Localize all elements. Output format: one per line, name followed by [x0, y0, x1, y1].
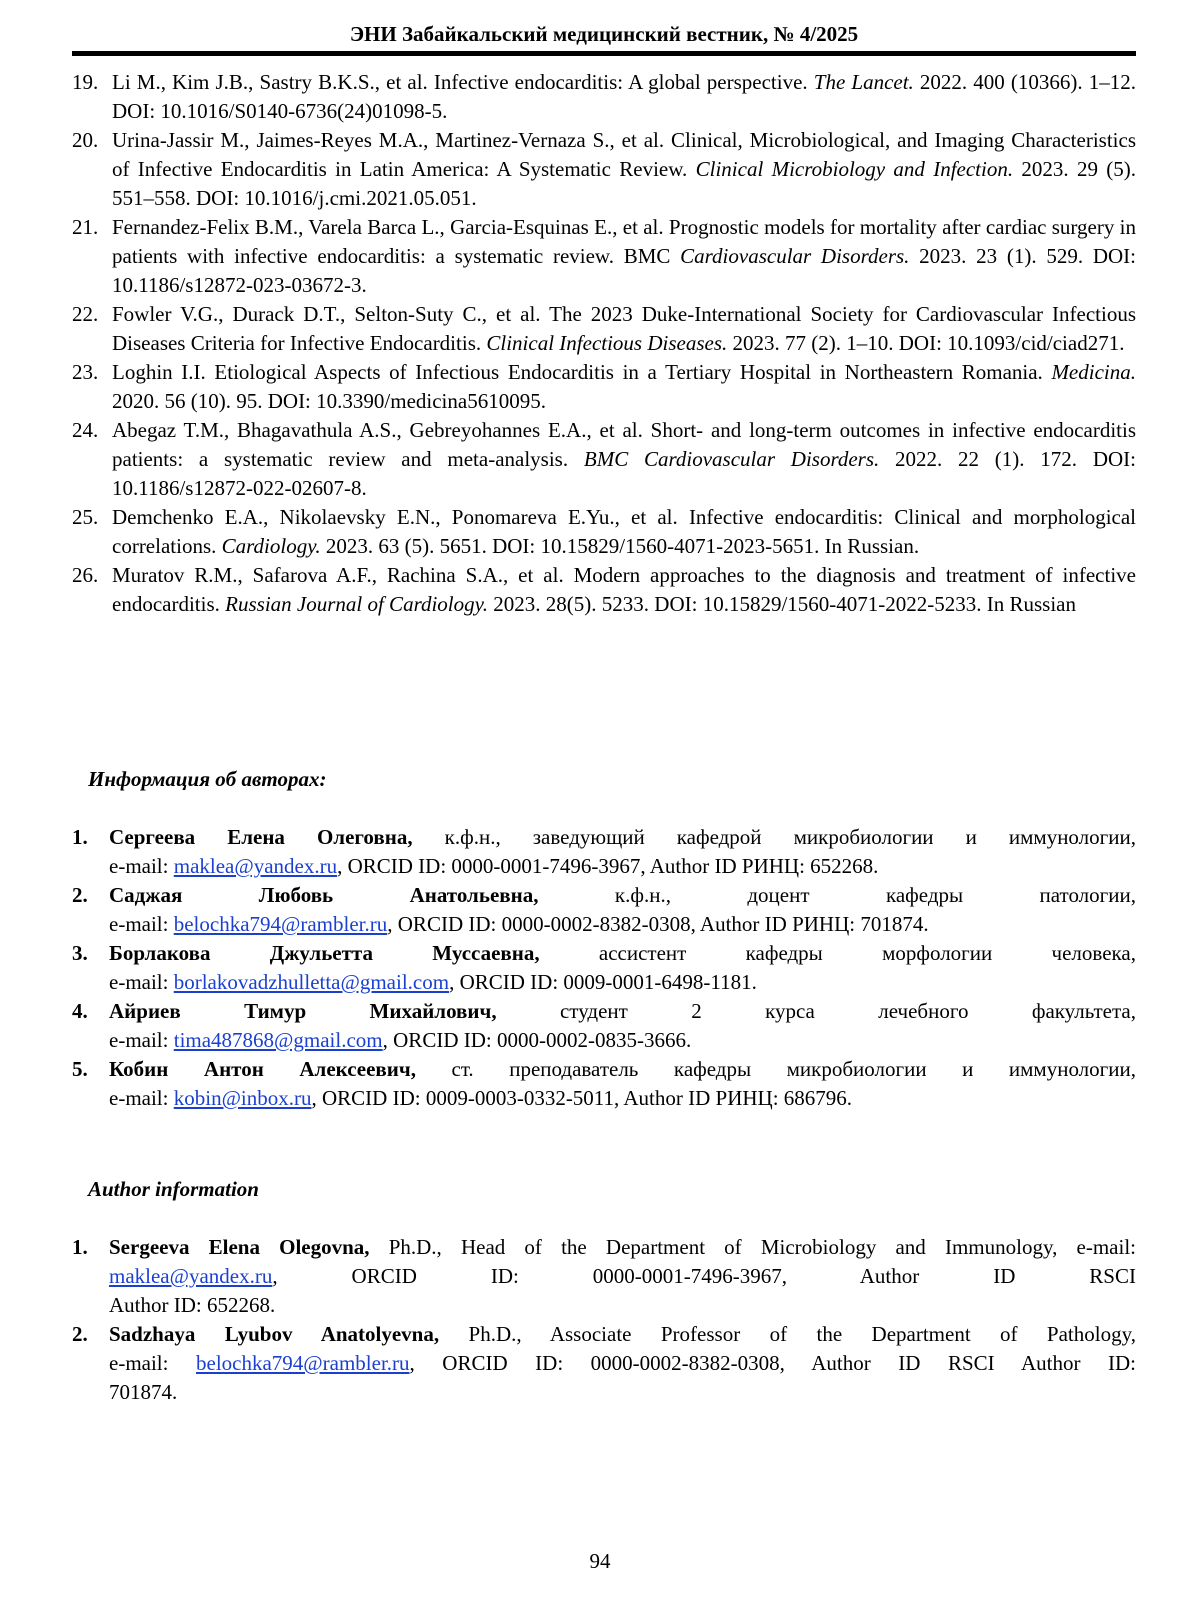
reference-details: 2023. 23 (1). 529. DOI: 10.1186/s12872-023-03672-3. — [112, 244, 1136, 297]
author-number: 2. — [72, 883, 88, 907]
reference-details: 2023. 77 (2). 1–10. DOI: 10.1093/cid/ciad271. — [727, 331, 1125, 355]
author-name: Саджая Любовь Анатольевна, — [109, 883, 539, 907]
author-name: Sadzhaya Lyubov Anatolyevna, — [109, 1322, 440, 1346]
author-number: 4. — [72, 999, 88, 1023]
ru-author-list — [72, 823, 1136, 1113]
author-name: Sergeeva Elena Olegovna, — [109, 1235, 370, 1259]
reference-text: Fernandez-Felix B.M., Varela Barca L., Garcia-Esquinas E., et al. Prognostic models for mortality after cardiac surgery in patients with infective endocarditis: a systematic review. BMC — [112, 215, 1136, 268]
reference-details: 2022. 400 (10366). 1–12. DOI: 10.1016/S0140-6736(24)01098-5. — [112, 70, 1137, 123]
author-number: 1. — [72, 825, 88, 849]
author-description: Ph.D., Associate Professor of the Department of Pathology, — [439, 1322, 1136, 1346]
ru-section-title: Информация об авторах: — [88, 767, 327, 791]
reference-text: Li M., Kim J.B., Sastry B.K.S., et al. Infective endocarditis: A global perspective. — [112, 70, 814, 94]
reference-number: 19. — [72, 70, 99, 94]
author-item — [72, 1233, 1136, 1320]
en-section-title: Author information — [88, 1177, 259, 1201]
reference-journal: Medicina. — [1051, 360, 1136, 384]
reference-item — [72, 561, 1136, 619]
author-number: 3. — [72, 941, 88, 965]
reference-text: Loghin I.I. Etiological Aspects of Infectious Endocarditis in a Tertiary Hospital in Northeastern Romania. — [112, 360, 1052, 384]
reference-text: Fowler V.G., Durack D.T., Selton-Suty C., et al. The 2023 Duke-International Society for Cardiovascular Infectious Diseases Criteria for Infective Endocarditis. — [112, 302, 1136, 355]
reference-item — [72, 358, 1136, 416]
reference-item — [72, 213, 1136, 300]
reference-number: 21. — [72, 215, 99, 239]
reference-details: 2022. 22 (1). 172. DOI: 10.1186/s12872-022-02607-8. — [112, 447, 1136, 500]
reference-journal: Cardiology. — [221, 534, 321, 558]
header-rule — [72, 51, 1136, 56]
author-ids: , ORCID ID: 0000-0002-0835-3666. — [382, 1028, 692, 1052]
reference-number: 23. — [72, 360, 99, 384]
author-ids-continued: 701874. — [109, 1380, 178, 1404]
reference-journal: The Lancet. — [813, 70, 914, 94]
email-label: e-mail: — [109, 912, 174, 936]
email-label: e-mail: — [109, 1028, 174, 1052]
author-email-link[interactable]: borlakovadzhulletta@gmail.com — [173, 970, 450, 994]
reference-list — [72, 68, 1136, 619]
author-item — [72, 939, 1136, 997]
author-email-link[interactable]: maklea@yandex.ru — [173, 854, 338, 878]
author-item — [72, 823, 1136, 881]
author-ids: , ORCID ID: 0000-0001-7496-3967, Author ID RSCI — [272, 1264, 1136, 1288]
author-ids: , ORCID ID: 0000-0001-7496-3967, Author ID РИНЦ: 652268. — [337, 854, 879, 878]
reference-journal: Clinical Infectious Diseases. — [486, 331, 728, 355]
author-name: Кобин Антон Алексеевич, — [109, 1057, 416, 1081]
en-author-list — [72, 1233, 1136, 1407]
reference-number: 20. — [72, 128, 99, 152]
author-item — [72, 881, 1136, 939]
author-item — [72, 1055, 1136, 1113]
author-description: к.ф.н., заведующий кафедрой микробиологии и иммунологии, — [412, 825, 1136, 849]
reference-number: 24. — [72, 418, 99, 442]
email-label: e-mail: — [109, 1086, 174, 1110]
author-ids: , ORCID ID: 0000-0002-8382-0308, Author ID РИНЦ: 701874. — [387, 912, 929, 936]
author-name: Айриев Тимур Михайлович, — [109, 999, 497, 1023]
reference-item — [72, 503, 1136, 561]
reference-item — [72, 300, 1136, 358]
author-ids-continued: Author ID: 652268. — [109, 1293, 276, 1317]
author-ids: , ORCID ID: 0009-0001-6498-1181. — [449, 970, 757, 994]
reference-details: 2020. 56 (10). 95. DOI: 10.3390/medicina5610095. — [112, 389, 546, 413]
author-email-link[interactable]: belochka794@rambler.ru — [196, 1351, 410, 1375]
author-description: ст. преподаватель кафедры микробиологии и иммунологии, — [415, 1057, 1136, 1081]
author-item — [72, 997, 1136, 1055]
email-label: e-mail: — [109, 854, 174, 878]
author-email-link[interactable]: kobin@inbox.ru — [173, 1086, 312, 1110]
reference-text: Abegaz T.M., Bhagavathula A.S., Gebreyohannes E.A., et al. Short- and long-term outcomes in infective endocarditis patients: a systematic review and meta-analysis. — [112, 418, 1136, 471]
author-name: Сергеева Елена Олеговна, — [109, 825, 413, 849]
author-number: 5. — [72, 1057, 88, 1081]
reference-number: 26. — [72, 563, 99, 587]
reference-number: 22. — [72, 302, 99, 326]
reference-item — [72, 416, 1136, 503]
author-ids: , ORCID ID: 0009-0003-0332-5011, Author ID РИНЦ: 686796. — [311, 1086, 853, 1110]
email-label: e-mail: — [109, 970, 174, 994]
email-label: e-mail: — [109, 1351, 196, 1375]
page-number: 94 — [589, 1549, 611, 1573]
reference-text: Muratov R.M., Safarova A.F., Rachina S.A., et al. Modern approaches to the diagnosis and treatment of infective endocarditis. — [112, 563, 1136, 616]
reference-journal: Clinical Microbiology and Infection. — [695, 157, 1014, 181]
reference-item — [72, 68, 1136, 126]
author-description: ассистент кафедры морфологии человека, — [539, 941, 1136, 965]
reference-item — [72, 126, 1136, 213]
author-number: 1. — [72, 1235, 88, 1259]
reference-journal: BMC Cardiovascular Disorders. — [583, 447, 880, 471]
author-email-link[interactable]: tima487868@gmail.com — [173, 1028, 383, 1052]
reference-text: Demchenko E.A., Nikolaevsky E.N., Ponomareva E.Yu., et al. Infective endocarditis: Clinical and morphological correlations. — [112, 505, 1136, 558]
reference-details: 2023. 28(5). 5233. DOI: 10.15829/1560-4071-2022-5233. In Russian — [488, 592, 1077, 616]
author-ids: , ORCID ID: 0000-0002-8382-0308, Author ID RSCI Author ID: — [409, 1351, 1136, 1375]
author-email-link[interactable]: maklea@yandex.ru — [109, 1264, 273, 1288]
author-email-link[interactable]: belochka794@rambler.ru — [173, 912, 388, 936]
reference-text: Urina-Jassir M., Jaimes-Reyes M.A., Martinez-Vernaza S., et al. Clinical, Microbiological, and Imaging Characteristics of Infective Endocarditis in Latin America: A Systematic Review. — [112, 128, 1136, 181]
author-item — [72, 1320, 1136, 1407]
reference-details: 2023. 29 (5). 551–558. DOI: 10.1016/j.cmi.2021.05.051. — [112, 157, 1136, 210]
author-number: 2. — [72, 1322, 88, 1346]
reference-journal: Cardiovascular Disorders. — [680, 244, 910, 268]
author-description: студент 2 курса лечебного факультета, — [496, 999, 1137, 1023]
reference-details: 2023. 63 (5). 5651. DOI: 10.15829/1560-4071-2023-5651. In Russian. — [320, 534, 920, 558]
reference-number: 25. — [72, 505, 99, 529]
journal-header: ЭНИ Забайкальский медицинский вестник, № 4/2025 — [349, 22, 859, 46]
author-description: Ph.D., Head of the Department of Microbiology and Immunology, e-mail: — [369, 1235, 1136, 1259]
author-description: к.ф.н., доцент кафедры патологии, — [538, 883, 1136, 907]
reference-journal: Russian Journal of Cardiology. — [225, 592, 489, 616]
author-name: Борлакова Джульетта Муссаевна, — [109, 941, 540, 965]
